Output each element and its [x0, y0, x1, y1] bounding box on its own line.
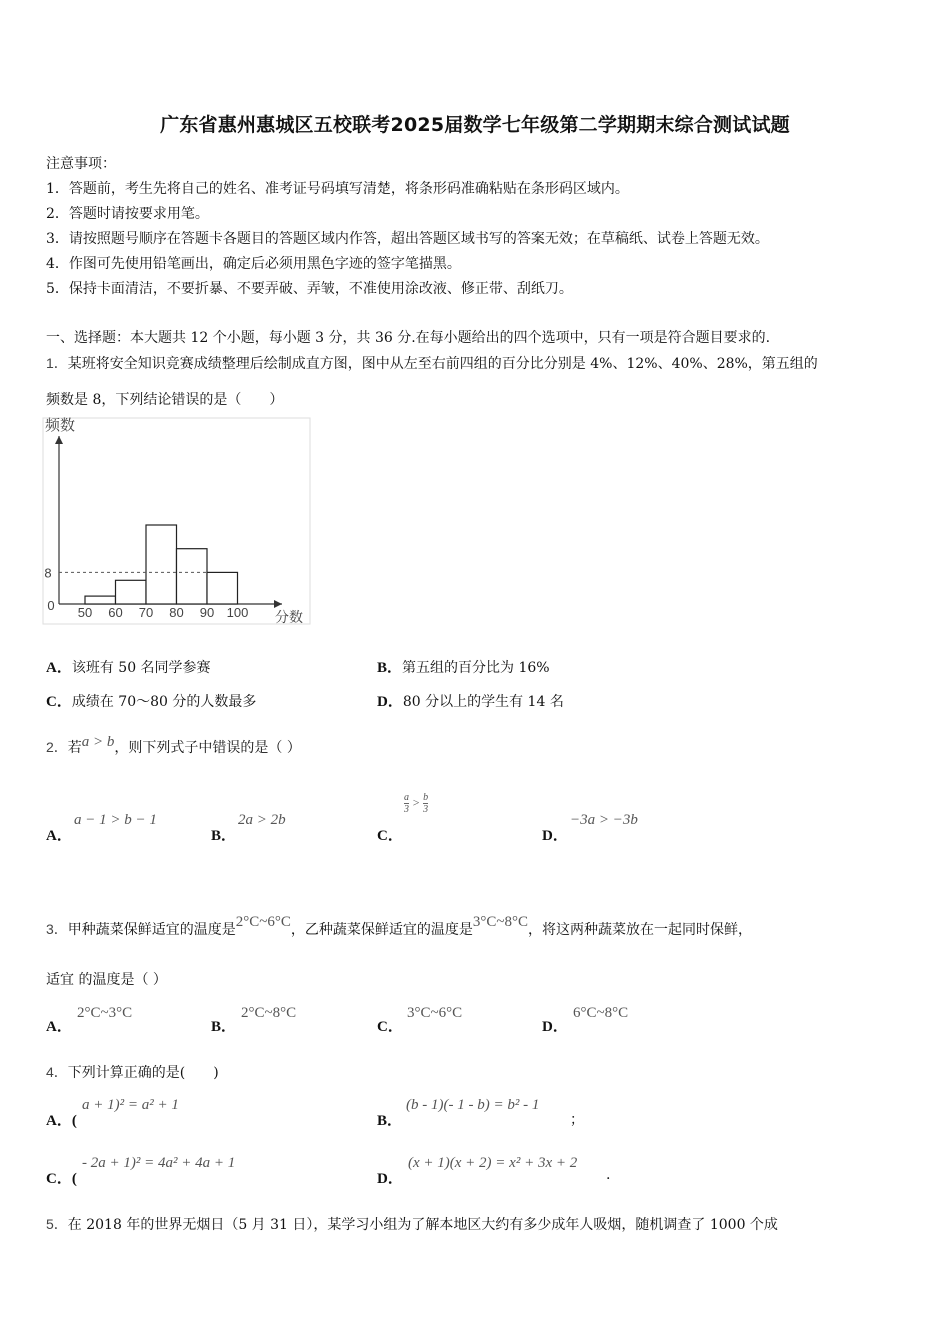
question-4: [46, 1062, 219, 1082]
q4-option-d[interactable]: [377, 1167, 403, 1188]
histogram-bar: [116, 580, 147, 604]
x-tick-label: 90: [199, 605, 215, 620]
q3-option-a[interactable]: [46, 1015, 72, 1036]
q3-option-b[interactable]: [211, 1015, 236, 1036]
q1-option-c[interactable]: [46, 690, 256, 711]
q3-option-c-formula: 3°C~6°C: [407, 1005, 463, 1021]
option-label: A．: [46, 1113, 72, 1129]
option-label: C．: [46, 694, 72, 710]
x-tick-label: 70: [138, 605, 154, 620]
exam-title: 广东省惠州惠城区五校联考2025届数学七年级第二学期期末综合测试试题: [160, 114, 790, 136]
q3-option-b-formula: 2°C~8°C: [241, 1005, 297, 1021]
option-label: C．: [377, 1019, 403, 1035]
q2-option-b[interactable]: [211, 824, 236, 845]
option-text: 第五组的百分比为 16%: [402, 660, 550, 676]
histogram-bar: [207, 572, 238, 604]
notice-heading: 注意事项：: [46, 156, 116, 172]
q2-option-b-formula: 2a > 2b: [238, 812, 286, 828]
y-axis-label: 频数: [45, 417, 76, 434]
q4-option-a[interactable]: [46, 1109, 77, 1130]
histogram-chart: [42, 414, 312, 626]
question-number: 2．: [46, 739, 68, 755]
option-label: C．: [377, 828, 403, 844]
question-number: 1．: [46, 355, 68, 371]
q4-option-c-formula: - 2a + 1)² = 4a² + 4a + 1: [82, 1155, 236, 1171]
q1-option-d[interactable]: [377, 690, 564, 711]
q2-option-a-formula: a − 1 > b − 1: [74, 812, 157, 828]
option-label: B．: [211, 1019, 237, 1035]
question-5: [46, 1214, 778, 1234]
fraction-numerator: b: [423, 792, 429, 803]
option-paren: (: [71, 1171, 77, 1187]
q4-option-b-suffix: ；: [570, 1112, 584, 1128]
option-label: B．: [377, 1113, 403, 1129]
question-3-line-1: [46, 914, 753, 939]
notice-item: 4．作图可先使用铅笔画出，确定后必须用黑色字迹的签字笔描黑。: [46, 256, 461, 272]
condition-formula: a > b: [81, 734, 115, 750]
notice-item: 5．保持卡面清洁，不要折暴、不要弄破、弄皱，不准使用涂改液、修正带、刮纸刀。: [46, 281, 573, 297]
question-text: 在 2018 年的世界无烟日（5 月 31 日），某学习小组为了解本地区大约有多少成年人吸烟，随机调查了 1000 个成: [67, 1217, 778, 1233]
histogram-bar: [177, 549, 208, 604]
q3-option-d[interactable]: [542, 1015, 568, 1036]
option-label: B．: [211, 828, 237, 844]
notice-item: 2．答题时请按要求用笔。: [46, 206, 209, 222]
q3-option-d-formula: 6°C~8°C: [573, 1005, 629, 1021]
question-2: [46, 734, 301, 757]
q4-option-b[interactable]: [377, 1109, 402, 1130]
fraction-denominator: 3: [404, 804, 409, 815]
option-text: 80 分以上的学生有 14 名: [402, 694, 564, 710]
option-label: D．: [377, 1171, 403, 1187]
question-number: 3．: [46, 921, 68, 937]
q4-option-d-suffix: .: [606, 1167, 611, 1183]
fraction-numerator: a: [404, 792, 409, 803]
x-axis-label: 分数: [275, 609, 303, 625]
option-label: D．: [542, 828, 568, 844]
question-text: ，将这两种蔬菜放在一起同时保鲜，: [528, 922, 753, 938]
x-tick-label: 80: [169, 605, 184, 620]
q2-option-c[interactable]: [377, 824, 403, 845]
histogram-bar: [85, 596, 116, 604]
x-tick-label: 50: [77, 605, 93, 620]
x-axis-arrow: [274, 600, 282, 608]
q1-option-b[interactable]: [377, 656, 550, 677]
option-text: 该班有 50 名同学参赛: [71, 660, 211, 676]
notice-item: 1．答题前，考生先将自己的姓名、准考证号码填写清楚，将条形码准确粘贴在条形码区域内。: [46, 181, 629, 197]
q4-option-b-formula: (b - 1)(- 1 - b) = b² - 1: [406, 1097, 540, 1113]
q4-option-c[interactable]: [46, 1167, 77, 1188]
question-text: 若: [67, 740, 82, 756]
fraction-denominator: 3: [423, 804, 429, 815]
option-label: A．: [46, 828, 72, 844]
x-tick-label: 100: [226, 605, 249, 620]
temperature-range-formula: 3°C~8°C: [472, 914, 529, 930]
x-tick-label: 60: [108, 605, 123, 620]
q4-option-a-formula: a + 1)² = a² + 1: [82, 1097, 179, 1113]
q2-option-c-formula: [404, 792, 428, 815]
q4-option-d-formula: (x + 1)(x + 2) = x² + 3x + 2: [408, 1155, 578, 1171]
question-text: ，乙种蔬菜保鲜适宜的温度是: [290, 922, 473, 938]
question-text: 某班将安全知识竞赛成绩整理后绘制成直方图，图中从左至右前四组的百分比分别是 4%、12%、40%、28%，第五组的: [67, 356, 818, 372]
question-text: 下列计算正确的是( ): [67, 1065, 219, 1081]
question-number: 4．: [46, 1064, 68, 1080]
option-label: A．: [46, 1019, 72, 1035]
q2-option-d-formula: −3a > −3b: [570, 812, 638, 828]
section-heading: 一、选择题：本大题共 12 个小题，每小题 3 分，共 36 分.在每小题给出的四个选项中，只有一项是符合题目要求的.: [46, 330, 771, 346]
option-label: D．: [377, 694, 403, 710]
option-label: C．: [46, 1171, 72, 1187]
y-tick-label: 0: [47, 598, 55, 613]
q3-option-c[interactable]: [377, 1015, 403, 1036]
question-1-line-2: 频数是 8，下列结论错误的是（ ）: [46, 392, 284, 408]
option-text: 成绩在 70～80 分的人数最多: [71, 694, 257, 710]
option-label: A．: [46, 660, 72, 676]
question-text: 甲种蔬菜保鲜适宜的温度是: [67, 922, 236, 938]
q3-option-a-formula: 2°C~3°C: [77, 1005, 133, 1021]
q2-option-a[interactable]: [46, 824, 72, 845]
question-3-line-2: 适宜 的温度是（ ）: [46, 972, 167, 988]
question-text: ，则下列式子中错误的是（ ）: [114, 740, 301, 756]
option-label: D．: [542, 1019, 568, 1035]
notice-item: 3．请按照题号顺序在答题卡各题目的答题区域内作答，超出答题区域书写的答案无效；在草稿纸、试卷上答题无效。: [46, 231, 769, 247]
q1-option-a[interactable]: [46, 656, 211, 677]
comparison-operator: >: [412, 795, 421, 810]
temperature-range-formula: 2°C~6°C: [235, 914, 291, 930]
q2-option-d[interactable]: [542, 824, 568, 845]
question-number: 5．: [46, 1216, 68, 1232]
question-1-line-1: [46, 353, 818, 373]
y-axis-arrow: [55, 436, 63, 444]
option-label: B．: [377, 660, 403, 676]
option-paren: (: [71, 1113, 77, 1129]
histogram-bar: [146, 525, 177, 604]
y-tick-label: 8: [44, 565, 52, 581]
